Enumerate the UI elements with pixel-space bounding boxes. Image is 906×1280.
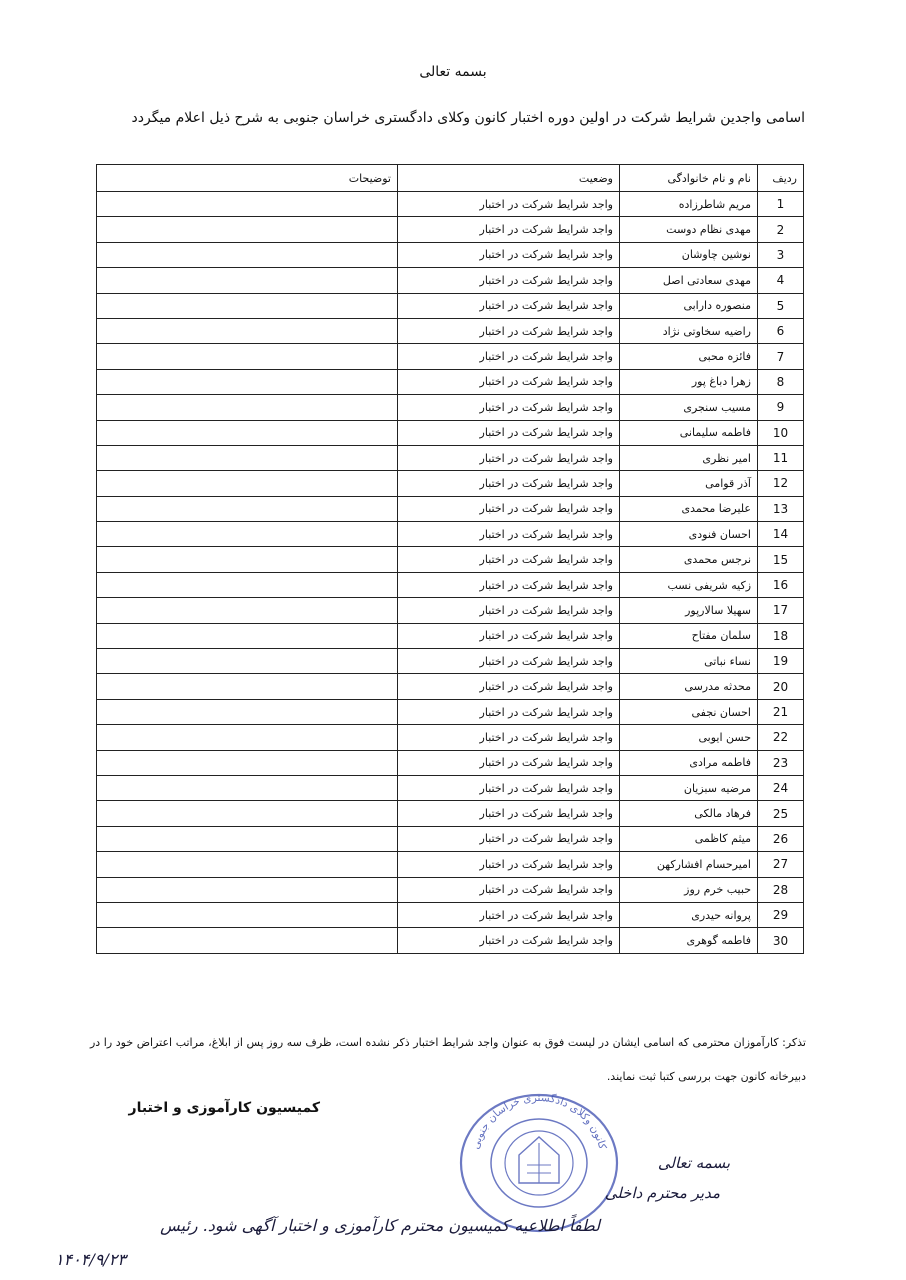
status-cell: واجد شرایط شرکت در اختبار	[398, 547, 620, 572]
row-number-cell: 4	[758, 268, 804, 293]
table-row	[97, 928, 804, 953]
name-cell: مریم شاطرزاده	[620, 192, 758, 217]
notes-cell	[97, 902, 398, 927]
status-cell: واجد شرایط شرکت در اختبار	[398, 750, 620, 775]
table-row	[97, 750, 804, 775]
svg-text:کانون وکلای دادگستری خراسان جن	[470, 1092, 609, 1151]
status-cell: واجد شرایط شرکت در اختبار	[398, 242, 620, 267]
table-row	[97, 547, 804, 572]
name-cell: فاطمه مرادی	[620, 750, 758, 775]
name-cell: منصوره دارابی	[620, 293, 758, 318]
table-row	[97, 192, 804, 217]
notes-cell	[97, 242, 398, 267]
notes-cell	[97, 217, 398, 242]
name-cell: علیرضا محمدی	[620, 496, 758, 521]
name-cell: مهدی نظام دوست	[620, 217, 758, 242]
row-number-cell: 20	[758, 674, 804, 699]
notes-cell	[97, 699, 398, 724]
table-row	[97, 649, 804, 674]
name-cell: مسیب سنجری	[620, 395, 758, 420]
status-cell: واجد شرایط شرکت در اختبار	[398, 725, 620, 750]
name-cell: نرجس محمدی	[620, 547, 758, 572]
name-cell: زکیه شریفی نسب	[620, 572, 758, 597]
table-row	[97, 852, 804, 877]
status-cell: واجد شرایط شرکت در اختبار	[398, 674, 620, 699]
name-cell: حبیب خرم روز	[620, 877, 758, 902]
row-number-cell: 1	[758, 192, 804, 217]
notes-cell	[97, 471, 398, 496]
table-row	[97, 699, 804, 724]
table-row	[97, 217, 804, 242]
table-row	[97, 623, 804, 648]
name-cell: نوشین چاوشان	[620, 242, 758, 267]
notes-cell	[97, 369, 398, 394]
name-cell: فرهاد مالکی	[620, 801, 758, 826]
table-header-row	[97, 165, 804, 192]
table-row	[97, 572, 804, 597]
table-row	[97, 877, 804, 902]
name-cell: سهیلا سالارپور	[620, 598, 758, 623]
status-cell: واجد شرایط شرکت در اختبار	[398, 471, 620, 496]
row-number-cell: 7	[758, 344, 804, 369]
name-cell: مرضیه سبزیان	[620, 775, 758, 800]
handwritten-greeting: بسمه تعالی	[657, 1154, 730, 1172]
notes-cell	[97, 420, 398, 445]
name-cell: حسن ایوبی	[620, 725, 758, 750]
status-cell: واجد شرایط شرکت در اختبار	[398, 496, 620, 521]
name-cell: نساء نباتی	[620, 649, 758, 674]
table-body	[97, 192, 804, 954]
table-row	[97, 826, 804, 851]
notes-cell	[97, 750, 398, 775]
notes-cell	[97, 268, 398, 293]
name-cell: میثم کاظمی	[620, 826, 758, 851]
table-row	[97, 801, 804, 826]
status-cell: واجد شرایط شرکت در اختبار	[398, 623, 620, 648]
name-cell: راضیه سخاوتی نژاد	[620, 318, 758, 343]
notes-cell	[97, 852, 398, 877]
status-cell: واجد شرایط شرکت در اختبار	[398, 699, 620, 724]
name-cell: امیر نظری	[620, 445, 758, 470]
status-cell: واجد شرایط شرکت در اختبار	[398, 877, 620, 902]
notes-cell	[97, 725, 398, 750]
notes-cell	[97, 192, 398, 217]
status-cell: واجد شرایط شرکت در اختبار	[398, 902, 620, 927]
row-number-cell: 27	[758, 852, 804, 877]
row-number-cell: 12	[758, 471, 804, 496]
name-cell: زهرا دباغ پور	[620, 369, 758, 394]
status-cell: واجد شرایط شرکت در اختبار	[398, 445, 620, 470]
table-row	[97, 598, 804, 623]
column-header-row: ردیف	[758, 165, 804, 192]
status-cell: واجد شرایط شرکت در اختبار	[398, 649, 620, 674]
row-number-cell: 24	[758, 775, 804, 800]
row-number-cell: 5	[758, 293, 804, 318]
status-cell: واجد شرایط شرکت در اختبار	[398, 420, 620, 445]
table-row	[97, 293, 804, 318]
name-cell: پروانه حیدری	[620, 902, 758, 927]
table-row	[97, 395, 804, 420]
column-header-status: وضعیت	[398, 165, 620, 192]
status-cell: واجد شرایط شرکت در اختبار	[398, 572, 620, 597]
name-cell: فائزه محبی	[620, 344, 758, 369]
name-cell: فاطمه گوهری	[620, 928, 758, 953]
row-number-cell: 2	[758, 217, 804, 242]
table-row	[97, 420, 804, 445]
row-number-cell: 23	[758, 750, 804, 775]
handwritten-date: ۱۴۰۴/۹/۲۳	[55, 1250, 126, 1269]
notes-cell	[97, 293, 398, 318]
row-number-cell: 10	[758, 420, 804, 445]
table-row	[97, 242, 804, 267]
status-cell: واجد شرایط شرکت در اختبار	[398, 293, 620, 318]
notes-cell	[97, 496, 398, 521]
notes-cell	[97, 598, 398, 623]
table-row	[97, 369, 804, 394]
row-number-cell: 13	[758, 496, 804, 521]
name-cell: آذر قوامی	[620, 471, 758, 496]
seal-text: کانون وکلای دادگستری خراسان جنوبی	[469, 1091, 609, 1151]
table-row	[97, 445, 804, 470]
name-cell: احسان فنودی	[620, 522, 758, 547]
row-number-cell: 26	[758, 826, 804, 851]
notes-cell	[97, 547, 398, 572]
row-number-cell: 15	[758, 547, 804, 572]
row-number-cell: 14	[758, 522, 804, 547]
table-row	[97, 775, 804, 800]
status-cell: واجد شرایط شرکت در اختبار	[398, 318, 620, 343]
notes-cell	[97, 826, 398, 851]
row-number-cell: 28	[758, 877, 804, 902]
row-number-cell: 29	[758, 902, 804, 927]
status-cell: واجد شرایط شرکت در اختبار	[398, 801, 620, 826]
basmala-heading: بسمه تعالی	[419, 64, 487, 80]
name-cell: فاطمه سلیمانی	[620, 420, 758, 445]
row-number-cell: 3	[758, 242, 804, 267]
notes-cell	[97, 623, 398, 648]
table-row	[97, 725, 804, 750]
row-number-cell: 11	[758, 445, 804, 470]
notice-text: تذکر: کارآموزان محترمی که اسامی ایشان در لیست فوق به عنوان واجد شرایط اختبار ذکر نشده است، ظرف سه روز پس از ابلاغ، مراتب اعتراض خود را در دبیرخانه کانون جهت بررسی کتبا ثبت نمایند.	[90, 1036, 806, 1083]
handwritten-referral	[30, 1150, 750, 1270]
row-number-cell: 19	[758, 649, 804, 674]
status-cell: واجد شرایط شرکت در اختبار	[398, 775, 620, 800]
row-number-cell: 21	[758, 699, 804, 724]
table-row	[97, 471, 804, 496]
row-number-cell: 9	[758, 395, 804, 420]
notes-cell	[97, 674, 398, 699]
table-row	[97, 674, 804, 699]
status-cell: واجد شرایط شرکت در اختبار	[398, 826, 620, 851]
status-cell: واجد شرایط شرکت در اختبار	[398, 369, 620, 394]
notes-cell	[97, 395, 398, 420]
page-title: اسامی واجدین شرایط شرکت در اولین دوره اختبار کانون وکلای دادگستری خراسان جنوبی به شرح ذیل اعلام میگردد	[131, 110, 805, 126]
status-cell: واجد شرایط شرکت در اختبار	[398, 395, 620, 420]
notes-cell	[97, 801, 398, 826]
row-number-cell: 16	[758, 572, 804, 597]
status-cell: واجد شرایط شرکت در اختبار	[398, 522, 620, 547]
commission-signature: کمیسیون کارآموزی و اختبار	[128, 1100, 320, 1116]
status-cell: واجد شرایط شرکت در اختبار	[398, 192, 620, 217]
row-number-cell: 25	[758, 801, 804, 826]
table-row	[97, 496, 804, 521]
handwritten-recipient: مدیر محترم داخلی	[604, 1184, 720, 1202]
table-row	[97, 902, 804, 927]
status-cell: واجد شرایط شرکت در اختبار	[398, 852, 620, 877]
candidates-table	[96, 164, 804, 954]
notes-cell	[97, 344, 398, 369]
status-cell: واجد شرایط شرکت در اختبار	[398, 928, 620, 953]
name-cell: امیرحسام افشارکهن	[620, 852, 758, 877]
table-row	[97, 268, 804, 293]
notes-cell	[97, 318, 398, 343]
column-header-name: نام و نام خانوادگی	[620, 165, 758, 192]
status-cell: واجد شرایط شرکت در اختبار	[398, 268, 620, 293]
row-number-cell: 30	[758, 928, 804, 953]
row-number-cell: 22	[758, 725, 804, 750]
name-cell: احسان نجفی	[620, 699, 758, 724]
status-cell: واجد شرایط شرکت در اختبار	[398, 344, 620, 369]
table-row	[97, 318, 804, 343]
status-cell: واجد شرایط شرکت در اختبار	[398, 217, 620, 242]
row-number-cell: 17	[758, 598, 804, 623]
notes-cell	[97, 445, 398, 470]
handwritten-instruction: لطفاً اطلاعیه کمیسیون محترم کارآموزی و اختبار آگهی شود. رئیس	[160, 1216, 600, 1235]
notes-cell	[97, 775, 398, 800]
table-row	[97, 344, 804, 369]
row-number-cell: 6	[758, 318, 804, 343]
table-row	[97, 522, 804, 547]
notes-cell	[97, 928, 398, 953]
notes-cell	[97, 877, 398, 902]
row-number-cell: 18	[758, 623, 804, 648]
name-cell: مهدی سعادتی اصل	[620, 268, 758, 293]
name-cell: محدثه مدرسی	[620, 674, 758, 699]
status-cell: واجد شرایط شرکت در اختبار	[398, 598, 620, 623]
name-cell: سلمان مفتاح	[620, 623, 758, 648]
row-number-cell: 8	[758, 369, 804, 394]
notes-cell	[97, 649, 398, 674]
notes-cell	[97, 572, 398, 597]
column-header-notes: توضیحات	[97, 165, 398, 192]
notes-cell	[97, 522, 398, 547]
